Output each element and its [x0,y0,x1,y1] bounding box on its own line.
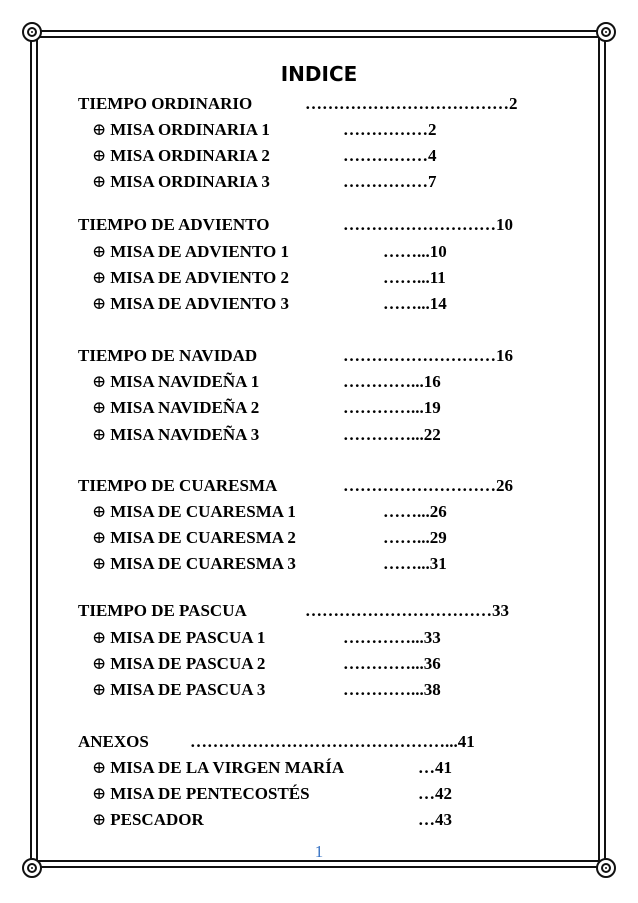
corner-ornament-top-right [596,22,616,42]
section-heading: TIEMPO ORDINARIO [78,94,253,113]
bullet-icon: ⊕ [92,294,107,313]
bullet-icon: ⊕ [92,172,107,191]
toc-item-label: MISA DE ADVIENTO 1 [110,242,289,261]
toc-item-leader: …………...38 [343,680,441,699]
toc-item-label: MISA ORDINARIA 1 [110,120,270,139]
bullet-icon: ⊕ [92,372,107,391]
bullet-icon: ⊕ [92,120,107,139]
toc-item-leader: …42 [418,784,452,803]
toc-item-label: MISA NAVIDEÑA 2 [110,398,260,417]
toc-item-leader: …………...36 [343,654,441,673]
toc-item-label: MISA NAVIDEÑA 1 [110,372,260,391]
bullet-icon: ⊕ [92,268,107,287]
toc-item-label: MISA DE ADVIENTO 3 [110,294,289,313]
section-leader: ………………………10 [343,215,513,234]
bullet-icon: ⊕ [92,758,107,777]
section-leader: ………………………………………...41 [190,732,475,751]
toc-item [92,398,259,418]
bullet-icon: ⊕ [92,425,107,444]
toc-item-leader: ……………2 [343,120,437,139]
bullet-icon: ⊕ [92,810,107,829]
toc-item-leader: …………...33 [343,628,441,647]
toc-item-label: MISA DE CUARESMA 3 [110,554,296,573]
toc-item [92,146,270,166]
bullet-icon: ⊕ [92,628,107,647]
section-heading: TIEMPO DE PASCUA [78,601,247,620]
toc-item [92,810,204,830]
toc-item-leader: ……………7 [343,172,437,191]
toc-item-leader: ……...10 [383,242,447,261]
toc-item-leader: …………...22 [343,425,441,444]
section-heading: TIEMPO DE NAVIDAD [78,346,258,365]
toc-item-leader: …43 [418,810,452,829]
section-heading: TIEMPO DE ADVIENTO [78,215,270,234]
section-leader: ………………………16 [343,346,513,365]
toc-item [92,372,259,392]
section-leader: ……………………………33 [305,601,509,620]
toc-item-label: MISA DE PASCUA 3 [110,680,266,699]
toc-item-label: PESCADOR [110,810,204,829]
toc-item-leader: ……...29 [383,528,447,547]
toc-item-label: MISA DE PASCUA 1 [110,628,266,647]
section-leader: ………………………26 [343,476,513,495]
toc-item [92,554,296,574]
toc-item [92,784,310,804]
bullet-icon: ⊕ [92,554,107,573]
toc-item-leader: ……...26 [383,502,447,521]
toc-item [92,680,265,700]
page-title: INDICE [280,62,358,86]
toc-item-label: MISA DE PASCUA 2 [110,654,266,673]
toc-item [92,502,296,522]
toc-item-label: MISA DE ADVIENTO 2 [110,268,289,287]
bullet-icon: ⊕ [92,654,107,673]
toc-item-label: MISA NAVIDEÑA 3 [110,425,260,444]
section-leader: ………………………………2 [305,94,518,113]
toc-item [92,294,289,314]
toc-item-label: MISA DE PENTECOSTÉS [110,784,310,803]
toc-item-label: MISA DE CUARESMA 1 [110,502,296,521]
toc-item [92,268,289,288]
toc-item-label: MISA DE CUARESMA 2 [110,528,296,547]
toc-item [92,528,296,548]
page-number: 1 [314,842,324,861]
toc-item [92,120,270,140]
toc-item-leader: …………...16 [343,372,441,391]
section-heading: TIEMPO DE CUARESMA [78,476,278,495]
bullet-icon: ⊕ [92,242,107,261]
toc-item-leader: ……...31 [383,554,447,573]
bullet-icon: ⊕ [92,398,107,417]
toc-item [92,628,265,648]
toc-item [92,758,344,778]
section-heading: ANEXOS [78,732,149,751]
bullet-icon: ⊕ [92,502,107,521]
bullet-icon: ⊕ [92,528,107,547]
bullet-icon: ⊕ [92,784,107,803]
bullet-icon: ⊕ [92,146,107,165]
toc-item-label: MISA ORDINARIA 2 [110,146,270,165]
toc-item-leader: ……...14 [383,294,447,313]
toc-item-label: MISA ORDINARIA 3 [110,172,270,191]
toc-item [92,242,289,262]
toc-item [92,172,270,192]
toc-item [92,425,259,445]
toc-item-leader: …41 [418,758,452,777]
toc-item-leader: ……………4 [343,146,437,165]
corner-ornament-top-left [22,22,42,42]
toc-item-leader: ……...11 [383,268,446,287]
toc-item-label: MISA DE LA VIRGEN MARÍA [110,758,345,777]
bullet-icon: ⊕ [92,680,107,699]
toc-item [92,654,265,674]
toc-item-leader: …………...19 [343,398,441,417]
